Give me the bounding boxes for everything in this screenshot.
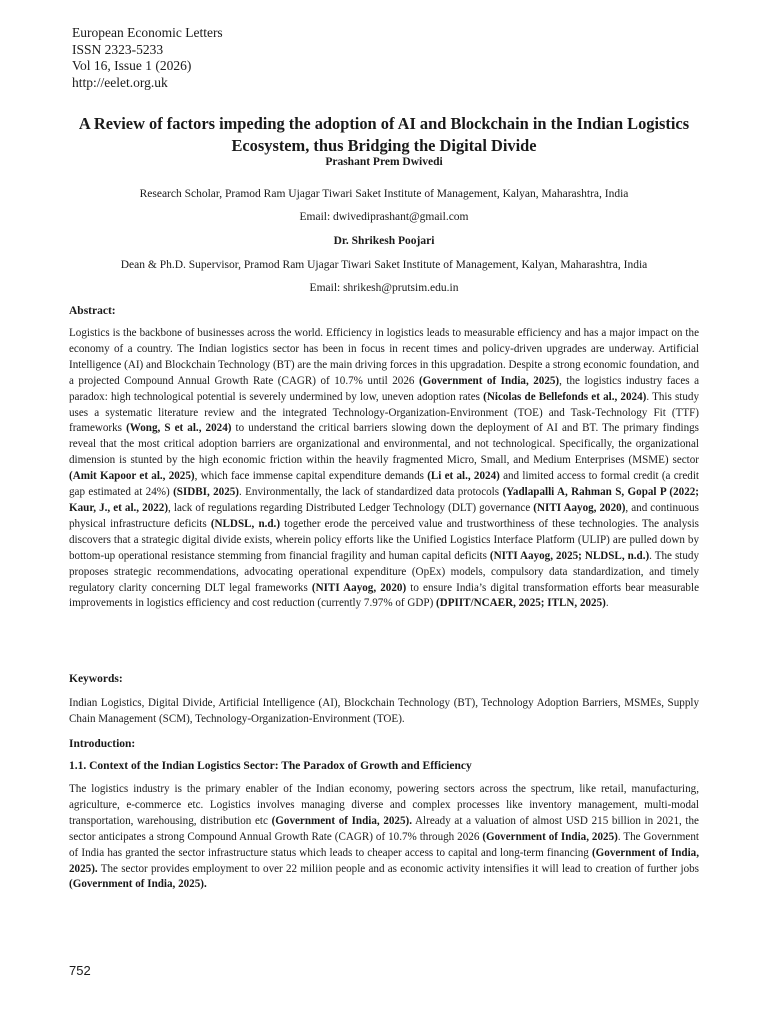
paper-title: A Review of factors impeding the adoption of AI and Blockchain in the Indian Logistics Ecosystem, thus Bridging the Digital Divide	[78, 114, 690, 155]
text-run: . This study uses a systematic literature review and the integrated Technology-Organization-Environment (TOE) and Task-Technology Fit (TTF) frameworks	[69, 390, 700, 435]
text-run: . The Government of India has granted the sector infrastructure status which leads to cheaper access to capital and long-term financing	[69, 830, 699, 859]
journal-issn: ISSN 2323-5233	[72, 41, 164, 57]
text-run: . Environmentally, the lack of standardized data protocols	[239, 486, 503, 499]
citation: (Nicolas de Bellefonds et al., 2024)	[483, 390, 647, 403]
author-name: Dr. Shrikesh Poojari	[333, 235, 435, 247]
citation: (NLDSL, n.d.)	[210, 517, 281, 530]
author-email[interactable]: Email: shrikesh@prutsim.edu.in	[309, 282, 459, 294]
citation: (DPIIT/NCAER, 2025; ITLN, 2025)	[436, 597, 606, 610]
citation: (Li et al., 2024)	[427, 470, 500, 483]
author-email[interactable]: Email: dwivediprashant@gmail.com	[299, 211, 469, 223]
citation: (Yadlapalli A, Rahman S, Gopal P (2022; Kaur, J., et al., 2022)	[69, 486, 699, 514]
citation: (NITI Aayog, 2020)	[311, 581, 407, 594]
citation: (Government of India, 2025)	[418, 374, 560, 387]
text-run: The sector provides employment to over 22 miliion people and as economic activity intensifies it will lead to creation of further jobs	[97, 862, 699, 875]
author-name: Prashant Prem Dwivedi	[325, 156, 443, 168]
citation: (Government of India, 2025)	[482, 830, 618, 843]
citation: (Wong, S et al., 2024)	[126, 422, 232, 435]
author-affiliation: Research Scholar, Pramod Ram Ujagar Tiwari Saket Institute of Management, Kalyan, Maharashtra, India	[139, 188, 629, 200]
citation: (NITI Aayog, 2020)	[533, 501, 626, 514]
text-run: .	[605, 597, 609, 610]
text-run: to ensure India’s digital transformation efforts bear measurable improvements in logistics efficiency and cost reduction (currently 7.97% of GDP)	[69, 581, 699, 610]
text-run: Already at a valuation of almost USD 215 billion in 2021, the sector anticipates a strong Compound Annual Growth Rate (CAGR) of 10.7% through 2026	[69, 814, 699, 843]
citation: (Government of India, 2025).	[69, 846, 700, 875]
keywords-body: Indian Logistics, Digital Divide, Artificial Intelligence (AI), Blockchain Technology (BT), Technology Adoption Barriers, MSMEs, Supply Chain Management (SCM), Technology-Organization-Environment (TOE).	[69, 697, 699, 725]
text-run: to understand the critical barriers slowing down the deployment of AI and BT. The primary findings reveal that the most critical adoption barriers are organizational and environmental, and not technological. Specifically, the organizational dimension is stunted by the high economic friction within the heavily fragmented Micro, Small, and Medium Enterprises (MSME) sector	[69, 422, 699, 467]
abstract-heading: Abstract:	[69, 305, 116, 317]
journal-masthead	[72, 25, 223, 91]
text-run: , the logistics industry faces a paradox: high technological potential is severely undermined by low, uneven adoption rates	[69, 374, 700, 403]
citation: (Government of India, 2025).	[271, 814, 412, 827]
section-subheading: 1.1. Context of the Indian Logistics Sector: The Paradox of Growth and Efficiency	[69, 760, 472, 772]
journal-volume: Vol 16, Issue 1 (2026)	[72, 58, 192, 73]
text-run: The logistics industry is the primary enabler of the Indian economy, powering sectors across the spectrum, like retail, manufacturing, agriculture, e-commerce etc. Logistics involves managing diverse and complex processes like inventory management, multi-modal transportation, warehousing, distribution etc	[69, 783, 699, 827]
introduction-body	[69, 782, 699, 893]
text-run: Logistics is the backbone of businesses across the world. Efficiency in logistics leads to measurable efficiency and has a major impact on the economy of a country. The Indian logistics sector has been in focus in recent times and policy-driven upgrades are underway. Artificial Intelligence (AI) and Blockchain Technology (BT) are the main driving forces in this upgradation. Despite a strong economic foundation, and a projected Compound Annual Growth Rate (CAGR) of 10.7% until 2026	[69, 327, 699, 387]
text-run: , lack of regulations regarding Distributed Ledger Technology (DLT) governance	[168, 501, 534, 514]
citation: (Amit Kapoor et al., 2025)	[69, 470, 195, 483]
page-number: 752	[69, 963, 91, 978]
text-run: together erode the perceived value and trustworthiness of these technologies. The analysis discovers that a strategic digital divide exists, wherein policy efforts like the Unified Logistics Interface Platform (ULIP) are pulled down by bottom-up operational resistance stemming from financial fragility and human capital deficits	[69, 517, 699, 562]
citation: (Government of India, 2025).	[69, 878, 207, 891]
abstract-body	[69, 326, 699, 612]
text-run: and limited access to formal credit (a credit gap estimated at 24%)	[69, 470, 699, 499]
citation: (NITI Aayog, 2025; NLDSL, n.d.)	[489, 549, 650, 562]
introduction-heading: Introduction:	[69, 738, 136, 750]
text-run: . The study proposes strategic recommendations, advocating operational expenditure (OpEx) models, compulsory data standardization, and timely regulatory clarity concerning DLT legal frameworks	[69, 549, 699, 594]
text-run: , which face immense capital expenditure demands	[194, 470, 428, 483]
journal-name: European Economic Letters	[72, 25, 223, 40]
author-affiliation: Dean & Ph.D. Supervisor, Pramod Ram Ujagar Tiwari Saket Institute of Management, Kalyan, Maharashtra, India	[120, 259, 648, 271]
journal-url[interactable]: http://eelet.org.uk	[72, 74, 168, 90]
text-run: , and continuous physical infrastructure deficits	[69, 501, 699, 530]
keywords-heading: Keywords:	[69, 673, 123, 685]
citation: (SIDBI, 2025)	[173, 486, 239, 499]
